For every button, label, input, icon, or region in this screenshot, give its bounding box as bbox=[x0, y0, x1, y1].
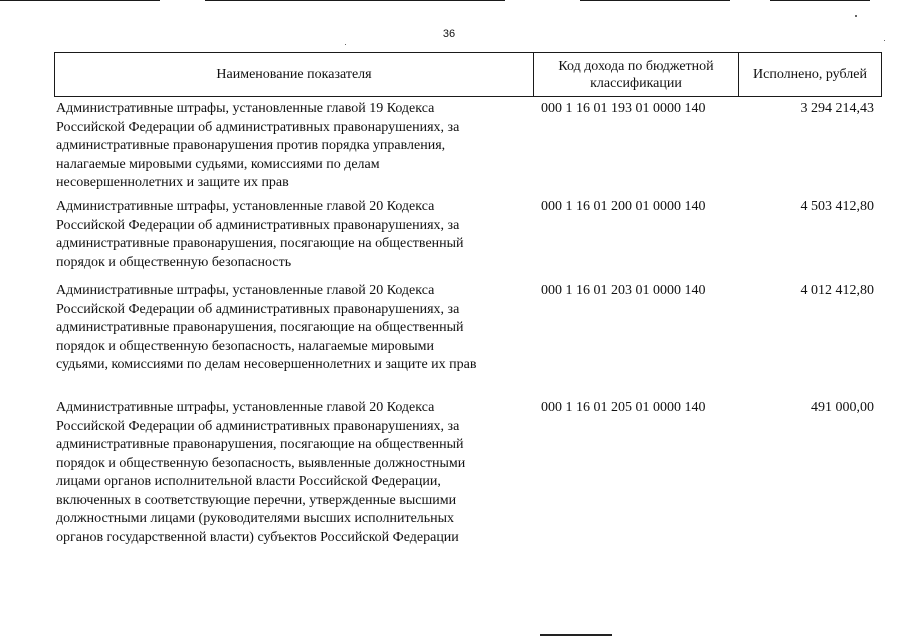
header-executed-amount: Исполнено, рублей bbox=[738, 53, 881, 96]
scan-edge-line bbox=[770, 0, 870, 1]
row-executed-amount: 4 503 412,80 bbox=[800, 199, 874, 214]
table-header bbox=[54, 52, 882, 97]
row-income-code: 000 1 16 01 203 01 0000 140 bbox=[541, 283, 706, 298]
row-indicator-name: Административные штрафы, установленные главой 19 Кодекса Российской Федерации об административных правонарушениях, за административные правонарушения против порядка управления, налагаемые мировыми судьями, комиссиями по делам несовершеннолетних и защите их прав bbox=[56, 101, 460, 190]
page-number: 36 bbox=[442, 28, 456, 40]
row-executed-amount: 3 294 214,43 bbox=[800, 101, 874, 116]
row-income-code: 000 1 16 01 205 01 0000 140 bbox=[541, 400, 706, 415]
scan-edge-line bbox=[540, 634, 612, 636]
row-indicator-name: Административные штрафы, установленные главой 20 Кодекса Российской Федерации об административных правонарушениях, за административные правонарушения, посягающие на общественный порядок и общественную безопасность, выявленные должностными лицами органов исполнительной власти Российской Федерации, включенных в соответствующие перечни, утвержденные высшими должностными лицами (руководителями высших исполнительных органов государственной власти) субъектов Российской Федерации bbox=[56, 400, 466, 545]
row-indicator-name: Административные штрафы, установленные главой 20 Кодекса Российской Федерации об административных правонарушениях, за административные правонарушения, посягающие на общественный порядок и общественную безопасность bbox=[56, 199, 464, 270]
row-income-code: 000 1 16 01 200 01 0000 140 bbox=[541, 199, 706, 214]
scan-edge-line bbox=[580, 0, 730, 1]
scan-edge-line bbox=[205, 0, 505, 1]
header-indicator-name: Наименование показателя bbox=[216, 67, 372, 82]
scan-speck bbox=[884, 40, 885, 41]
row-executed-amount: 491 000,00 bbox=[811, 400, 874, 415]
scan-speck bbox=[855, 15, 857, 17]
row-executed-amount: 4 012 412,80 bbox=[800, 283, 874, 298]
scan-edge-line bbox=[0, 0, 160, 1]
row-indicator-name: Административные штрафы, установленные главой 20 Кодекса Российской Федерации об административных правонарушениях, за административные правонарушения, посягающие на общественный порядок и общественную безопасность, налагаемые мировыми судьями, комиссиями по делам несовершеннолетних и защите их прав bbox=[56, 283, 477, 372]
row-income-code: 000 1 16 01 193 01 0000 140 bbox=[541, 101, 706, 116]
scan-speck bbox=[345, 44, 346, 45]
header-income-code: Код дохода по бюджетной классификации bbox=[533, 53, 738, 96]
